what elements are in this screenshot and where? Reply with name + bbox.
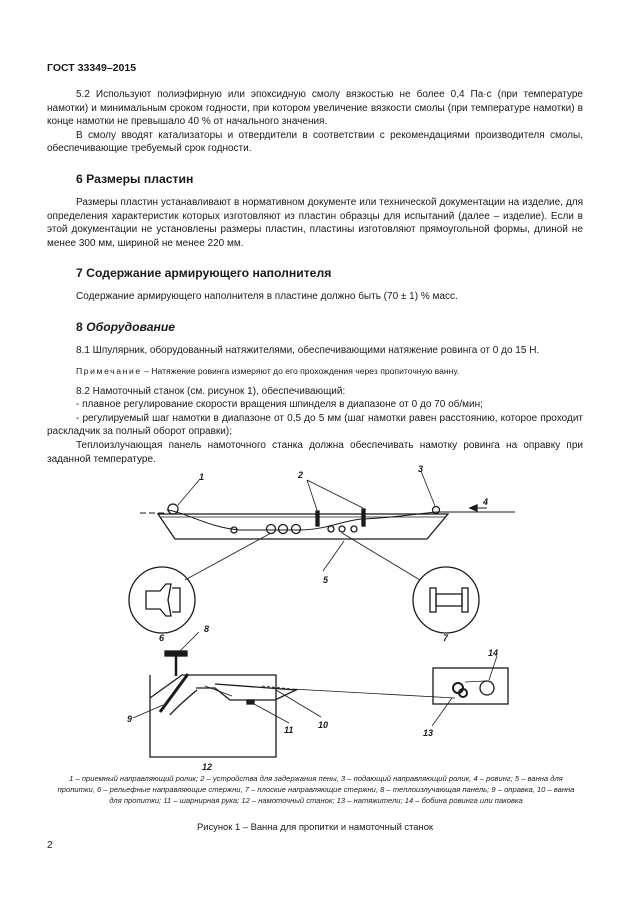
figure-label: 11: [284, 725, 294, 735]
receiving-guide-roller: [168, 504, 178, 514]
figure-caption: Рисунок 1 – Ванна для пропитки и намоточный станок: [196, 821, 434, 832]
note-text: – Натяжение ровинга измеряют до его прохождения через пропиточную ванну.: [141, 365, 460, 376]
roller: [267, 525, 276, 534]
detail-6: [129, 567, 195, 633]
figure-label: 7: [443, 633, 449, 643]
figure-label: 2: [298, 470, 304, 480]
figure-label: 1: [199, 472, 205, 482]
figure-label: 8: [204, 624, 210, 634]
roller: [328, 526, 334, 532]
figure-label: 12: [202, 762, 213, 772]
roller: [351, 526, 357, 532]
section-8-number: 8: [76, 319, 83, 334]
figure-1: [0, 463, 630, 773]
roller: [279, 525, 288, 534]
figure-drawing: [0, 463, 630, 773]
page-number: 2: [47, 840, 53, 851]
paragraph-8-2-item-2: - регулируемый шаг намотки в диапазоне от 0,5 до 5 мм (шаг намотки равен расстоянию, которое проходит раскладчик за полный оборот оправки);: [47, 412, 583, 438]
detail-7: [413, 567, 479, 633]
hinged-arm: [247, 700, 254, 704]
document-body: [47, 88, 583, 466]
note: [47, 365, 583, 378]
roller: [339, 526, 345, 532]
figure-label: 13: [423, 728, 434, 738]
section-8-title: Оборудование: [86, 319, 176, 334]
paragraph-5-2-catalysts: В смолу вводят катализаторы и отвердители в соответствии с рекомендациями производителя смолы, обеспечивающие требуемый срок годности.: [47, 129, 583, 155]
figure-label: 6: [159, 633, 165, 643]
paragraph-5-2: 5.2 Используют полиэфирную или эпоксидную смолу вязкостью не более 0,4 Па·с (при температуре намотки) и минимальным сроком годности, при котором увеличение вязкости смолы (при температуре намотки) в конце намотки не превышало 40 % от начального значения.: [47, 89, 583, 128]
arrow-head: [470, 505, 477, 511]
roving-to-bobbin: [292, 689, 455, 698]
figure-label: 4: [483, 497, 489, 507]
tensioner: [453, 683, 463, 693]
note-label: Примечание: [76, 365, 142, 376]
section-6-text: Размеры пластин устанавливают в нормативном документе или технической документации на изделие, для определения характеристик которых изготовляют из пластин образцы для испытаний (далее – изделие). Если в этой документации не установлены размеры пластин, пластины изготовляют прямоугольной формы, длиной не менее 300 мм, шириной не менее 220 мм.: [47, 196, 583, 249]
section-7-heading: 7 Содержание армирующего наполнителя: [76, 266, 332, 281]
section-8-heading: [76, 320, 583, 334]
figure-legend: 1 – приемный направляющий ролик; 2 – устройства для задержания пены, 3 – подающий направляющий ролик, 4 – ровинг; 5 – ванна для пропитки, 6 – рельефные направляющие стержни, 7 – плоские направляющие стержни, 8 – теплоизлучающая панель; 9 – оправка, 10 – ванна для пропитки; 11 – шарнирная рука; 12 – намоточный станок; 13 – натяжители; 14 – бобина ровинга или паковка: [57, 774, 575, 805]
flat-guide-rod: [430, 588, 436, 612]
section-6-heading: 6 Размеры пластин: [76, 171, 194, 186]
bobbin: [480, 681, 494, 695]
figure-label: 14: [488, 648, 499, 658]
figure-label: 9: [127, 714, 133, 724]
paragraph-8-3: Теплоизлучающая панель намоточного станка должна обеспечивать намотку ровинга на оправку при заданной температуре.: [47, 439, 583, 465]
document-header: ГОСТ 33349–2015: [47, 62, 137, 74]
bath: [196, 684, 296, 700]
foam-holder: [316, 511, 319, 526]
paragraph-8-2: 8.2 Намоточный станок (см. рисунок 1), обеспечивающий:: [76, 385, 346, 397]
paragraph-8-2-item-1: - плавное регулирование скорости вращения шпинделя в диапазоне от 0 до 70 об/мин;: [76, 399, 483, 411]
section-7-text: Содержание армирующего наполнителя в пластине должно быть (70 ± 1) % масс.: [76, 291, 458, 303]
foam-holder: [362, 509, 365, 526]
mandrel: [160, 674, 188, 712]
creel: [433, 668, 508, 704]
relief-guide-rod: [146, 584, 171, 616]
impregnation-bath: [158, 514, 448, 539]
figure-label: 10: [318, 720, 329, 730]
roller: [292, 525, 301, 534]
figure-label: 5: [323, 575, 329, 585]
figure-label: 3: [418, 464, 424, 474]
heating-panel: [165, 651, 187, 656]
paragraph-8-1: 8.1 Шпулярник, оборудованный натяжителями, обеспечивающими натяжение ровинга от 0 до 15 Н.: [76, 344, 540, 356]
roving-path: [167, 510, 515, 530]
